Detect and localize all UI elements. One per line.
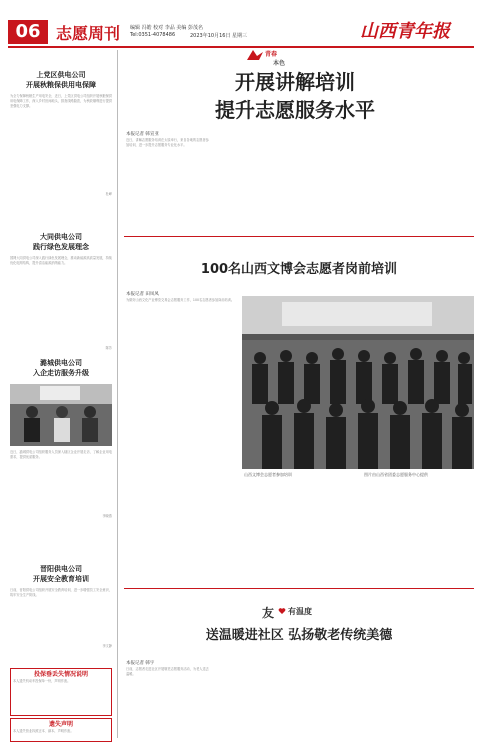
feature-caption-2: 图片由山西省团委志愿服务中心提供 [364,472,428,477]
notice-1-body: 本人遗失机动车投保单一份，声明作废。 [13,679,71,683]
page-number: 06 [15,21,41,42]
heart-icon [278,607,286,615]
editors-line: 编辑 冯皓 校对 李品 美编 彭茂名 [130,25,203,31]
section-tag-title: 青春 [265,51,278,58]
section-tag-sub: 本色 [273,60,286,67]
bottom-tag-left: 友 [262,606,275,620]
feature-body: 为做好山西文化产业博览交易会志愿服务工作，100名志愿者参加岗前培训。 [126,298,235,302]
bottom-byline: 本报记者 韩宇 [126,661,155,666]
feature-rule [124,236,474,237]
notice-box-2 [10,718,112,742]
article-4-body: 日前，晋阳供电公司组织开展安全教育培训，进一步增强员工安全意识，筑牢安全生产防线。 [10,588,112,597]
section-title: 志愿周刊 [56,24,121,43]
feature-photo-main [242,296,474,469]
column-divider [117,50,118,738]
feature-body-cont [242,480,474,586]
training-photo [242,296,474,469]
article-4-title: 晋阳供电公司 开展安全教育培训 [33,565,89,583]
article-3 [10,358,112,558]
masthead-logo: 山西青年报 [360,21,450,42]
bottom-title: 送温暖进社区 弘扬敬老传统美德 [205,628,393,643]
bottom-tag [262,604,332,624]
notice-box-1 [10,668,112,716]
article-1-title: 上党区供电公司 开展秋粮保供用电保障 [26,71,96,89]
article-2-title: 大同供电公司 践行绿色发展理念 [33,233,89,251]
notice-2-title: 遗失声明 [48,721,73,728]
feature-title: 100名山西文博会志愿者岗前培训 [200,262,398,277]
lead-title: 开展讲解培训 提升志愿服务水平 [215,70,375,122]
lead-body: 近日，讲解志愿服务培训在太原举行，来自各地的志愿者参加培训，进一步提升志愿服务专业化水平。 [126,138,209,147]
youth-tag-icon [245,48,265,62]
header-rule [8,46,474,48]
article-1 [10,70,112,200]
article-3-sign: 李晓燕 [102,514,112,518]
notice-2-body: 本人遗失营业执照正本、副本，声明作废。 [13,729,74,733]
article-2 [10,232,112,352]
date-line: 2023年10月16日 星期三 [190,33,248,39]
lead-byline: 本报记者 韩宣亚 [126,132,159,137]
article-4-sign: 李文静 [102,644,112,648]
bottom-body: 日前，志愿者走进社区开展敬老志愿服务活动，为老人送去温暖。 [126,667,209,676]
article-2-sign: 陈芳 [105,346,112,350]
article-1-body: 为全力保障秋粮生产用电安全，近日，上党区供电公司组织开展秋粮保供用电保障工作，深入乡村田间地头，排查线路隐患，为秋收顺利进行提供坚强电力支撑。 [10,94,112,108]
page-header [0,0,480,45]
section-tag [245,46,305,68]
left-column [10,50,112,740]
feature-caption-1: 山西文博会志愿者参加培训 [244,472,292,477]
article-4 [10,564,112,664]
phone-line: Tel:0351-4078486 [130,32,176,38]
article-3-photo [10,384,112,446]
article-3-body: 近日，潞城供电公司组织服务人员深入辖区企业开展走访，了解企业用电需求，提供优质服务。 [10,450,112,459]
notice-1-title: 投保垂丢失情况说明 [33,671,88,678]
bottom-tag-right: 有温度 [288,607,312,616]
bottom-rule [124,588,474,589]
meeting-photo [10,384,112,446]
article-2-body: 国网大同供电公司深入践行绿色发展理念，推动新能源高质量发展，持续优化电网结构，提升清洁能源消纳能力。 [10,256,112,265]
article-1-sign: 杜峰 [105,192,112,196]
article-3-title: 潞城供电公司 入企走访服务升级 [33,359,89,377]
page-number-box [8,20,48,44]
feature-byline: 本报记者 田凤凤 [126,292,159,297]
